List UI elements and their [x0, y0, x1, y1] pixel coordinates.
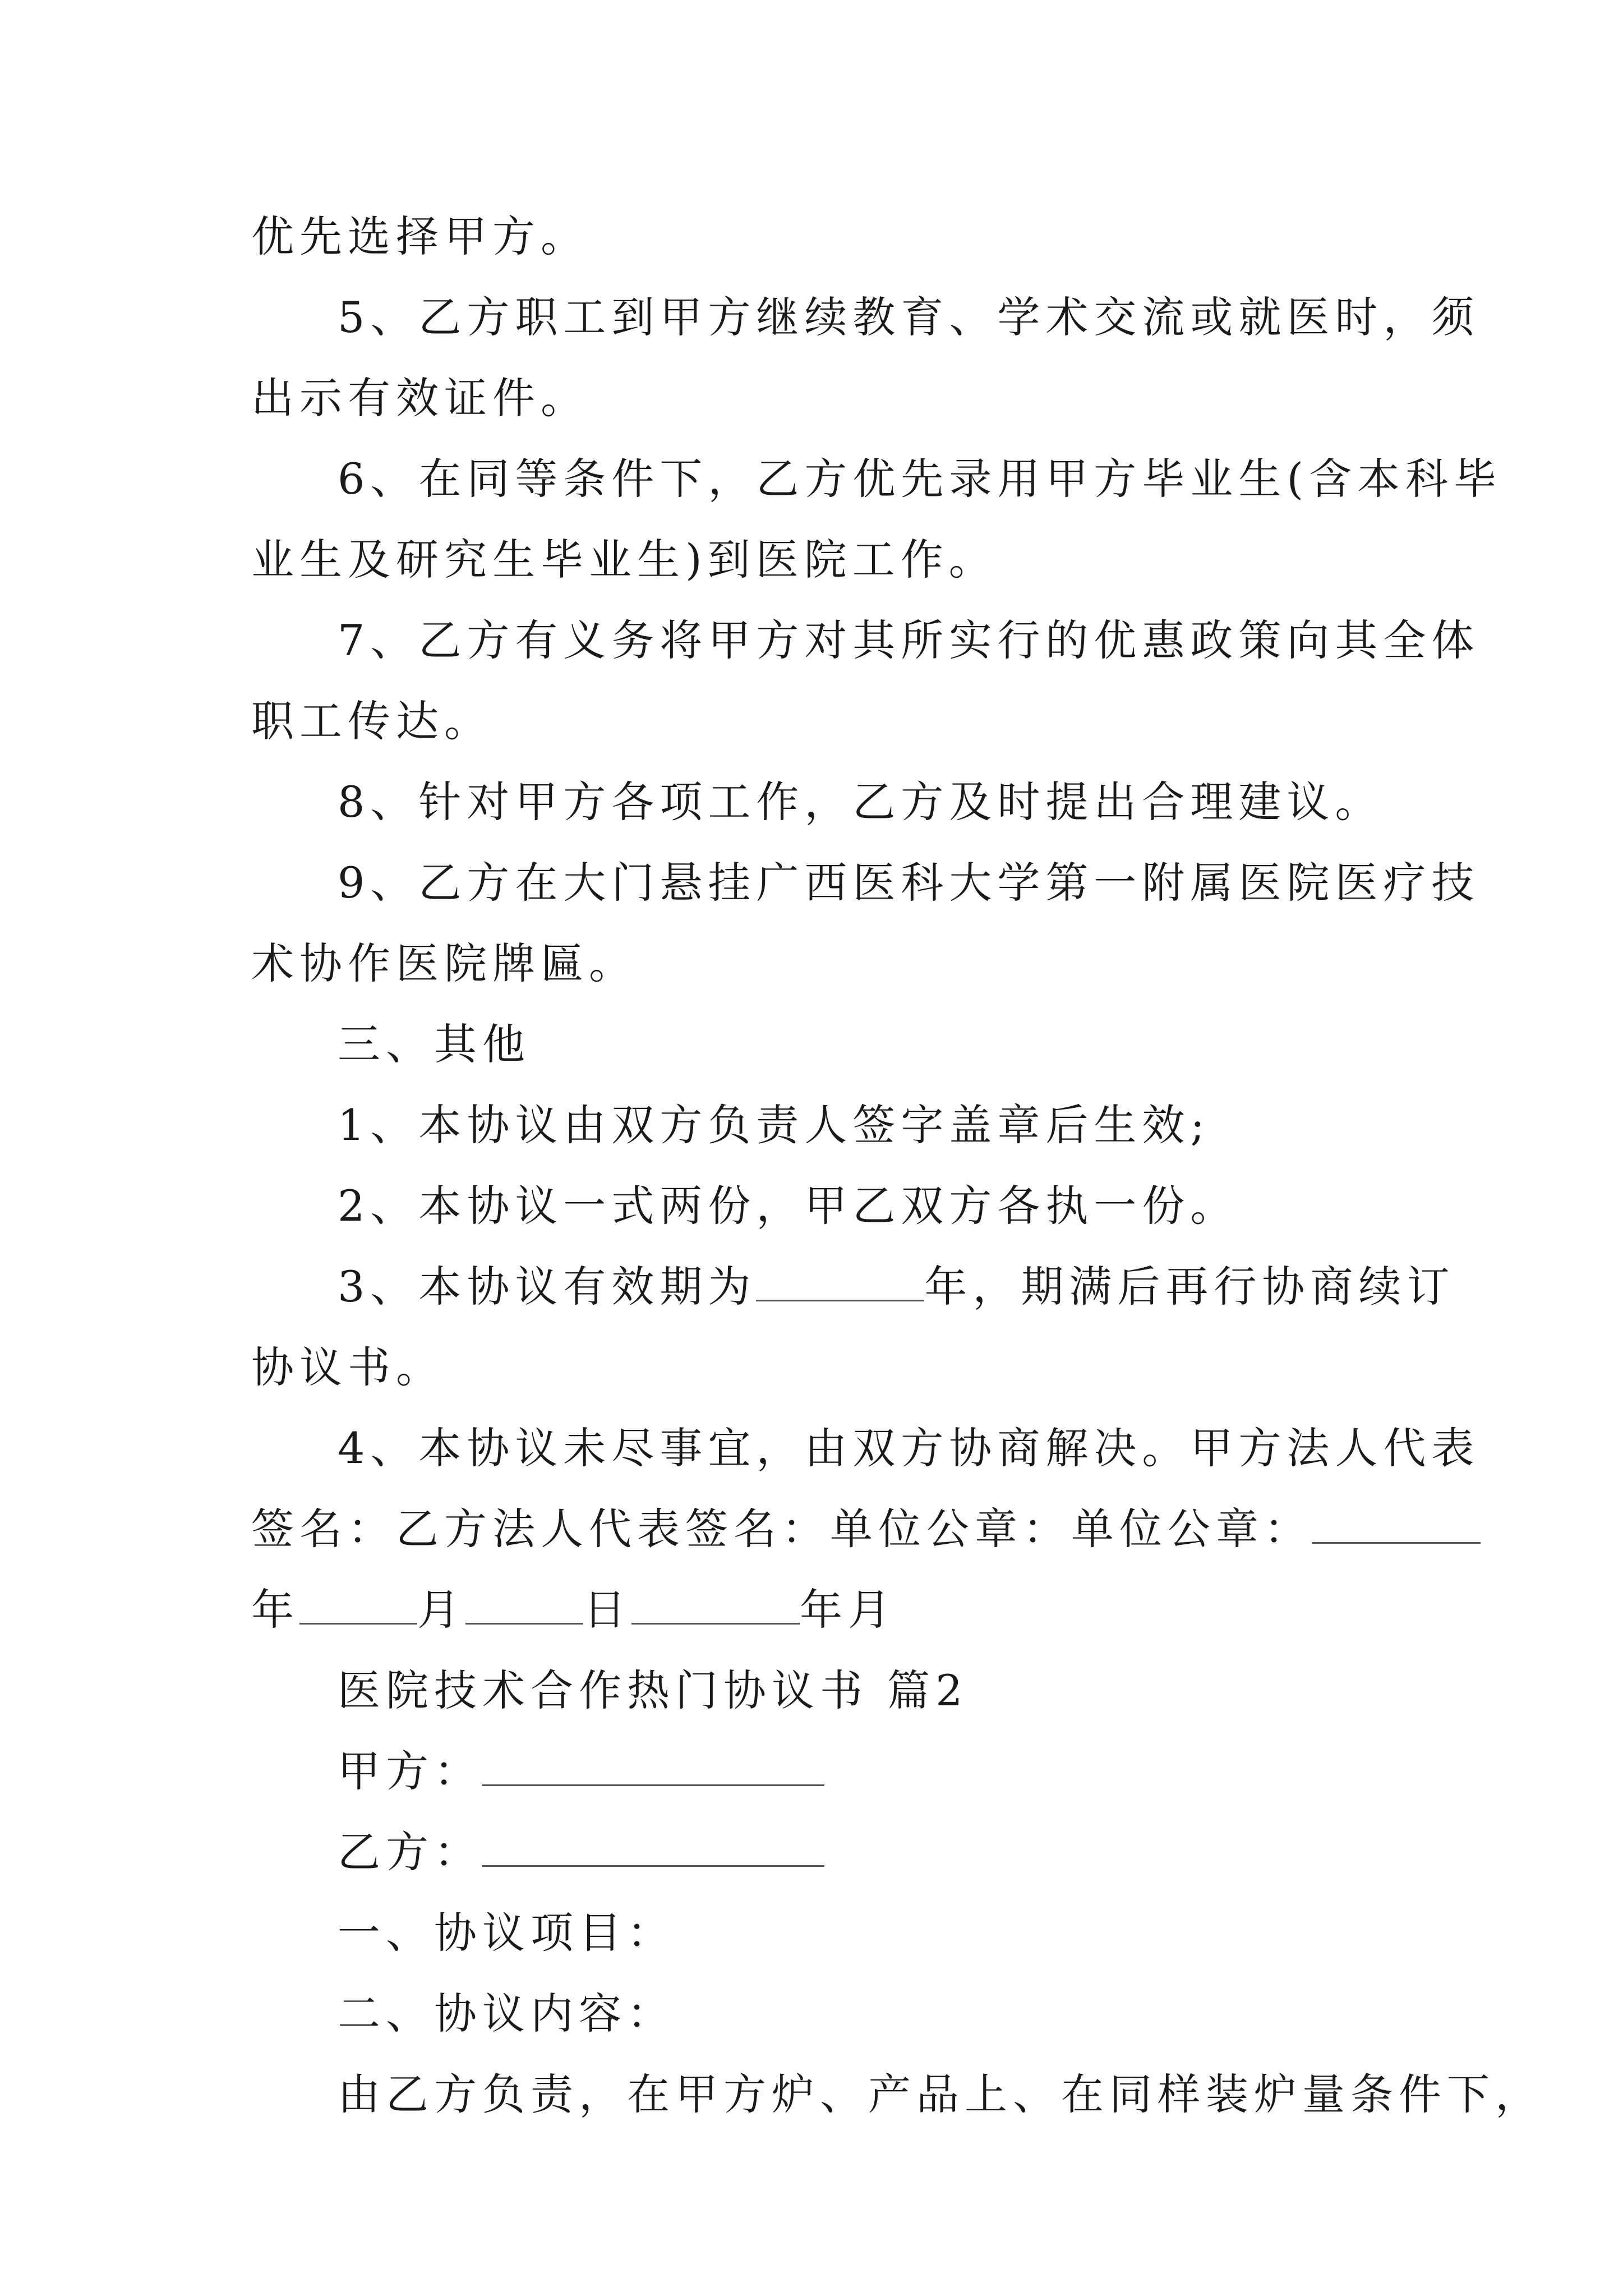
date-year-month-label: 年月 [800, 1585, 896, 1635]
paragraph-line: 优先选择甲方。 [251, 211, 589, 261]
paragraph-line: 1、本协议由双方负责人签字盖章后生效; [338, 1100, 1210, 1150]
signature-labels: 签名：乙方法人代表签名：单位公章：单位公章： [251, 1504, 1312, 1554]
section-heading: 二、协议内容： [338, 1989, 675, 2039]
date-year-label: 年 [251, 1585, 299, 1635]
paragraph-line: 协议书。 [251, 1342, 444, 1392]
article-title: 医院技术合作热门协议书 篇2 [338, 1665, 969, 1715]
paragraph-line [338, 1248, 1455, 1326]
paragraph-line: 7、乙方有义务将甲方对其所实行的优惠政策向其全体 [338, 615, 1480, 665]
paragraph-line: 职工传达。 [251, 696, 492, 746]
paragraph-line: 2、本协议一式两份，甲乙双方各执一份。 [338, 1181, 1239, 1231]
blank-field [299, 1579, 417, 1625]
date-line [251, 1571, 1378, 1649]
blank-field [482, 1821, 824, 1867]
blank-field [756, 1256, 924, 1301]
signature-line [251, 1490, 1378, 1568]
date-day-label: 日 [583, 1585, 631, 1635]
paragraph-line: 9、乙方在大门悬挂广西医科大学第一附属医院医疗技 [338, 858, 1480, 908]
section-heading: 三、其他 [338, 1019, 531, 1069]
party-a-label: 甲方： [338, 1746, 482, 1796]
blank-field [465, 1579, 583, 1625]
section-heading: 一、协议项目： [338, 1908, 675, 1958]
blank-field [631, 1579, 800, 1625]
paragraph-line: 6、在同等条件下，乙方优先录用甲方毕业生(含本科毕 [338, 454, 1502, 504]
term-label: 3、本协议有效期为 [338, 1262, 757, 1312]
term-label-suffix: 年，期满后再行协商续订 [924, 1262, 1455, 1312]
date-month-label: 月 [417, 1585, 465, 1635]
paragraph-line: 5、乙方职工到甲方继续教育、学术交流或就医时，须 [338, 292, 1480, 342]
paragraph-line: 4、本协议未尽事宜，由双方协商解决。甲方法人代表 [338, 1423, 1480, 1473]
paragraph-line: 业生及研究生毕业生)到医院工作。 [251, 535, 997, 585]
paragraph-line: 术协作医院牌匾。 [251, 938, 637, 988]
paragraph-line: 出示有效证件。 [251, 373, 589, 423]
paragraph-line: 由乙方负责，在甲方炉、产品上、在同样装炉量条件下， [338, 2069, 1543, 2119]
party-b-line [338, 1813, 1378, 1892]
blank-field [482, 1741, 824, 1786]
paragraph-line: 8、针对甲方各项工作，乙方及时提出合理建议。 [338, 777, 1384, 827]
party-a-line [338, 1732, 1378, 1811]
party-b-label: 乙方： [338, 1827, 482, 1877]
blank-field [1312, 1498, 1481, 1544]
